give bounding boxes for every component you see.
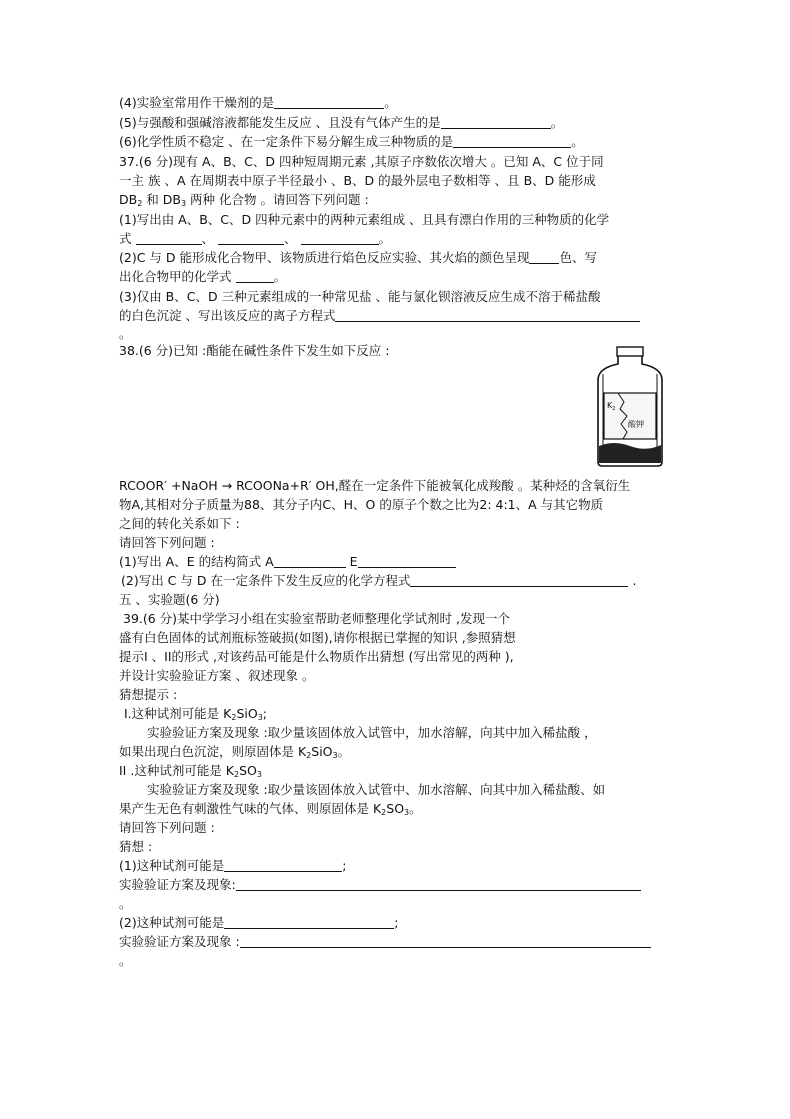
q39-guess-2: (2)这种试剂可能是 ;	[119, 915, 399, 930]
q37-stem-3: $DB_2$ 和 $DB_3$ 两种 化合物 。请回答下列问题 :	[119, 192, 369, 208]
q39-stem-4: 并设计实验验证方案 、叙述现象 。	[119, 668, 315, 683]
q37-part-3a: (3)仅由 B、C、D 三种元素组成的一种常见盐 、能与氯化钡溶液反应生成不溶于稀盐酸	[119, 289, 601, 304]
q37-part-1a: (1)写出由 A、B、C、D 四种元素中的两种元素组成 、且具有漂白作用的三种物质的化学	[119, 212, 610, 227]
q38-stem-2: RCOOR′ +NaOH → RCOONa+R′ OH,醛在一定条件下能被氧化成羧酸 。某种烃的含氧衍生	[119, 478, 631, 493]
bottle-label-k: $K_2$	[607, 401, 616, 412]
q38-stem-4: 之间的转化关系如下 :	[119, 516, 240, 531]
q39-stem-3: 提示I 、II的形式 ,对该药品可能是什么物质作出猜想 (写出常见的两种 ),	[119, 649, 514, 664]
q39-hint-1-method: 实验验证方案及现象 :取少量该固体放入试管中，加水溶解，向其中加入稀盐酸 ，	[147, 725, 597, 740]
q38-part-1: (1)写出 A、E 的结构简式 A E	[119, 553, 456, 571]
q38-stem-3: 物A,其相对分子质量为88、其分子内C、H、O 的原子个数之比为2: 4:1、A 与其它物质	[119, 497, 604, 512]
q39-guess-1-verify: 实验验证方案及现象:	[119, 876, 641, 894]
q39-ask: 请回答下列问题 :	[119, 820, 215, 835]
q37-stem-1: 37.(6 分)现有 A、B、C、D 四种短周期元素 ,其原子序数依次增大 。已知 A、C 位于同	[119, 154, 604, 169]
q38-ask: 请回答下列问题 :	[119, 535, 215, 550]
q36-line-5: (5)与强酸和强碱溶液都能发生反应 、且没有气体产生的是 。	[119, 115, 564, 130]
q37-part-1b: 式 、 、 。	[119, 231, 392, 246]
q39-stem-2: 盛有白色固体的试剂瓶标签破损(如图),请你根据已掌握的知识 ,参照猜想	[119, 630, 516, 645]
q37-end-mark: 。	[119, 326, 132, 341]
q36-line-4: (4)实验室常用作干燥剂的是 。	[119, 95, 397, 110]
q39-guess-1-end: 。	[119, 896, 132, 911]
q37-part-2a: (2)C 与 D 能形成化合物甲、该物质进行焰色反应实验、其火焰的颜色呈现 色、写	[119, 250, 597, 265]
reagent-bottle-figure	[594, 346, 666, 468]
q39-guess-2-end: 。	[119, 953, 132, 968]
q39-hint-heading: 猜想提示 :	[119, 687, 178, 702]
q37-stem-2: 一主 族 、A 在周期表中原子半径最小 、B、D 的最外层电子数相等 、且 B、D 能形成	[119, 173, 596, 188]
q39-hint-2: II .这种试剂可能是 $K_2SO_3$	[119, 763, 262, 779]
q38-part-2: (2)写出 C 与 D 在一定条件下发生反应的化学方程式 .	[121, 573, 637, 588]
q39-hint-2-method: 实验验证方案及现象 :取少量该固体放入试管中、加水溶解、向其中加入稀盐酸、如	[147, 782, 606, 797]
q39-guess-heading: 猜想 :	[119, 839, 153, 854]
bottle-label-text: 酸钾	[628, 420, 644, 429]
q37-part-2b: 出化合物甲的化学式 。	[119, 269, 287, 284]
q39-guess-1: (1)这种试剂可能是 ;	[119, 858, 347, 873]
q39-stem-1: 39.(6 分)某中学学习小组在实验室帮助老师整理化学试剂时 ,发现一个	[123, 611, 511, 626]
q38-stem-1: 38.(6 分)已知 :酯能在碱性条件下发生如下反应 :	[119, 343, 390, 358]
q39-guess-2-verify: 实验验证方案及现象 :	[119, 933, 651, 951]
q39-hint-1-result: 如果出现白色沉淀，则原固体是 $K_2SiO_3$。	[119, 744, 351, 760]
q37-part-3b: 的白色沉淀 、写出该反应的离子方程式	[119, 307, 640, 325]
q39-hint-2-result: 果产生无色有刺激性气味的气体、则原固体是 $K_2SO_3$。	[119, 801, 422, 817]
q39-hint-1: I.这种试剂可能是 $K_2SiO_3$;	[124, 706, 267, 722]
section-heading: 五 、实验题(6 分)	[119, 592, 220, 607]
q36-line-6: (6)化学性质不稳定 、在一定条件下易分解生成三种物质的是 。	[119, 134, 584, 149]
